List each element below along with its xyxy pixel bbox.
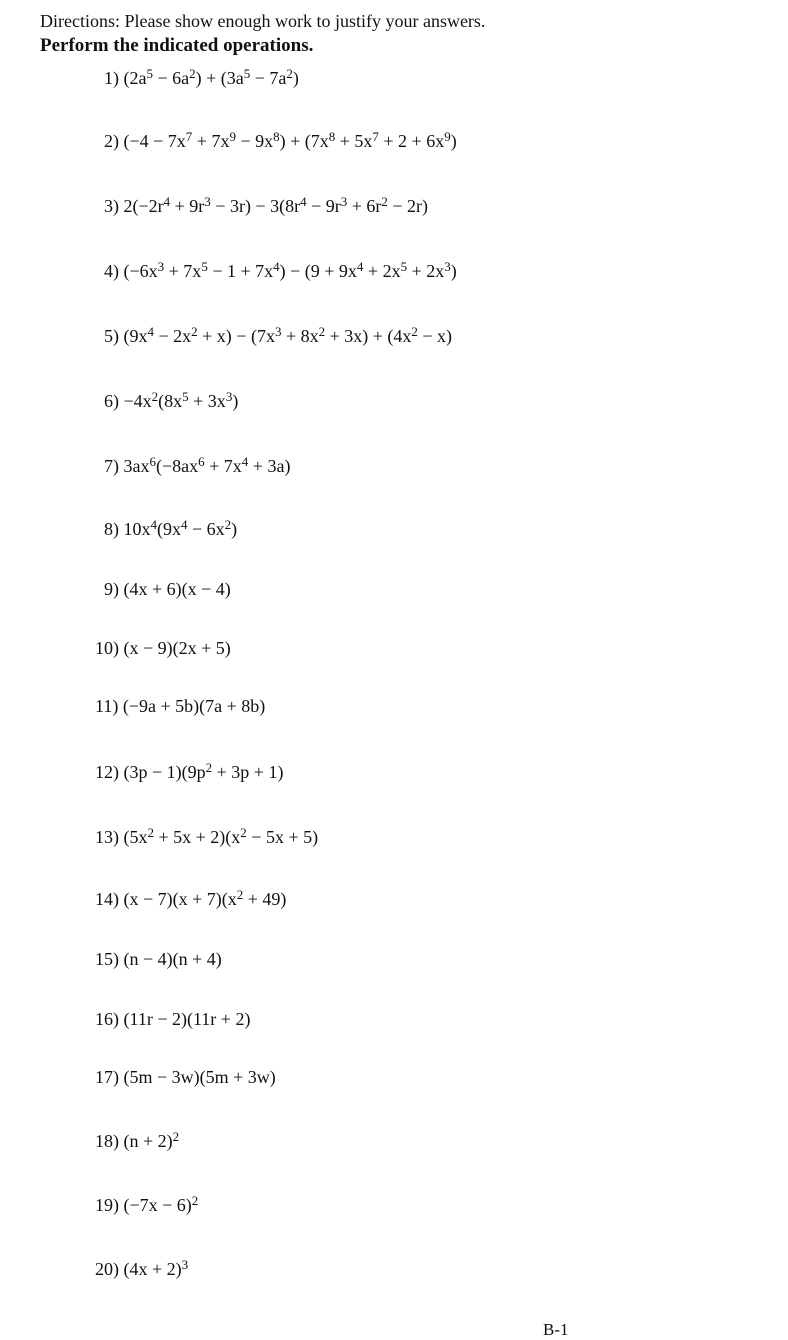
problem-number: 20) <box>95 1259 119 1279</box>
problem-expression: $(2a^5 - 6a^2) + (3a^5 - 7a^2)$ <box>123 66 299 88</box>
problem-number: 13) <box>95 827 119 847</box>
problem-expression: $(-7x - 6)^2$ <box>123 1193 199 1215</box>
problem-2 <box>104 131 457 152</box>
problem-13 <box>95 827 318 848</box>
problem-expression: $(9x^4 - 2x^2 + x) - (7x^3 + 8x^2 + 3x) + (4x^2 - x)$ <box>123 324 453 346</box>
problem-expression: $(n + 2)^2$ <box>123 1129 180 1151</box>
problem-10 <box>95 638 231 659</box>
problem-8 <box>104 519 237 540</box>
problem-12 <box>95 762 283 783</box>
problem-expression: (x − 9)(2x + 5) <box>123 638 231 658</box>
problem-number: 5) <box>104 326 119 346</box>
problem-7 <box>104 456 290 477</box>
problem-11 <box>95 696 265 717</box>
problem-expression: $(4x + 2)^3$ <box>123 1257 189 1279</box>
problem-expression: $(3p - 1)(9p^2 + 3p + 1)$ <box>123 760 284 782</box>
problem-number: 8) <box>104 519 119 539</box>
problem-20 <box>95 1259 188 1280</box>
problem-5 <box>104 326 452 347</box>
problem-expression: (−9a + 5b)(7a + 8b) <box>122 696 266 716</box>
problem-number: 14) <box>95 889 119 909</box>
problem-expression: (11r − 2)(11r + 2) <box>123 1009 251 1029</box>
directions-text: Directions: Please show enough work to justify your answers. <box>40 11 486 31</box>
problem-expression: $2(-2r^4 + 9r^3 - 3r) - 3(8r^4 - 9r^3 + 6r^2 - 2r)$ <box>123 194 429 216</box>
problem-6 <box>104 391 238 412</box>
problem-expression: $-4x^2(8x^5 + 3x^3)$ <box>123 389 239 411</box>
problem-number: 11) <box>95 696 119 716</box>
problem-expression: $(-4 - 7x^7 + 7x^9 - 9x^8) + (7x^8 + 5x^7 + 2 + 6x^9)$ <box>123 129 457 151</box>
problem-number: 12) <box>95 762 119 782</box>
problem-15 <box>95 949 222 970</box>
problem-16 <box>95 1009 250 1030</box>
problem-number: 18) <box>95 1131 119 1151</box>
problem-number: 2) <box>104 131 119 151</box>
problem-expression: $10x^4(9x^4 - 6x^2)$ <box>123 517 238 539</box>
page-number: B-1 <box>543 1320 569 1339</box>
problem-17 <box>95 1067 276 1088</box>
problem-expression: $3ax^6(-8ax^6 + 7x^4 + 3a)$ <box>123 454 291 476</box>
problem-9 <box>104 579 231 600</box>
instructions-heading: Perform the indicated operations. <box>40 35 314 56</box>
problem-18 <box>95 1131 179 1152</box>
problem-number: 9) <box>104 579 119 599</box>
problem-14 <box>95 889 286 910</box>
problem-1 <box>104 68 299 89</box>
problem-number: 1) <box>104 68 119 88</box>
problem-expression: (5m − 3w)(5m + 3w) <box>123 1067 276 1087</box>
problem-19 <box>95 1195 198 1216</box>
problem-4 <box>104 261 457 282</box>
problem-expression: (n − 4)(n + 4) <box>123 949 222 969</box>
problem-expression: $(-6x^3 + 7x^5 - 1 + 7x^4) - (9 + 9x^4 + 2x^5 + 2x^3)$ <box>123 259 457 281</box>
problem-number: 10) <box>95 638 119 658</box>
problem-expression: $(5x^2 + 5x + 2)(x^2 - 5x + 5)$ <box>123 825 319 847</box>
problem-number: 19) <box>95 1195 119 1215</box>
problem-expression: $(x - 7)(x + 7)(x^2 + 49)$ <box>123 887 287 909</box>
problem-number: 15) <box>95 949 119 969</box>
problem-3 <box>104 196 428 217</box>
problem-number: 6) <box>104 391 119 411</box>
problem-number: 4) <box>104 261 119 281</box>
problem-number: 16) <box>95 1009 119 1029</box>
problem-expression: (4x + 6)(x − 4) <box>123 579 231 599</box>
problem-number: 17) <box>95 1067 119 1087</box>
problem-number: 3) <box>104 196 119 216</box>
problem-number: 7) <box>104 456 119 476</box>
